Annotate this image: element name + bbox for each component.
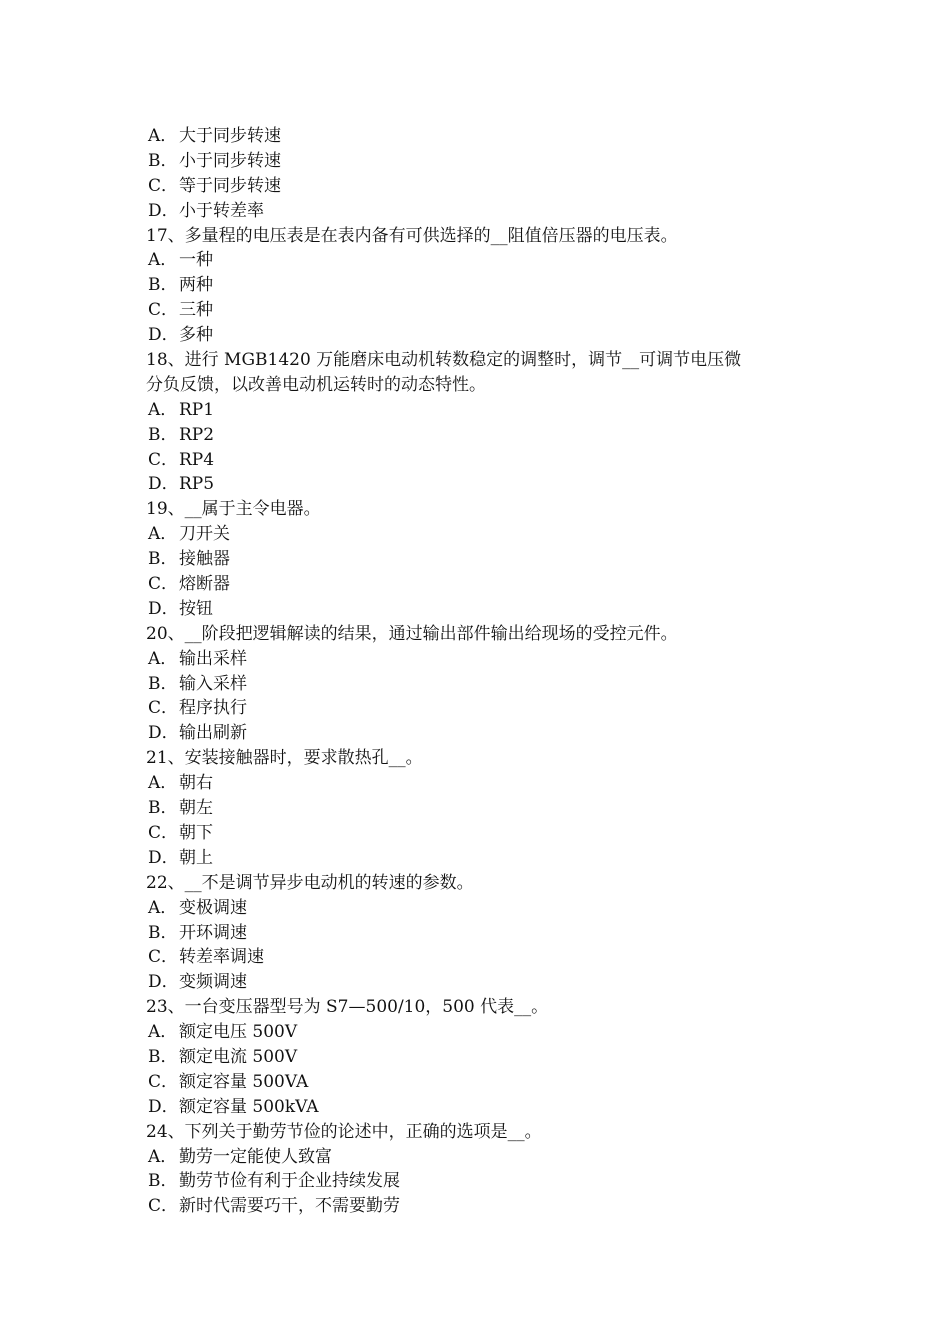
option-text: 多种 [179,325,213,346]
option-text: 朝上 [179,847,213,868]
option-text: 小于转差率 [179,200,264,221]
answer-option [0,821,950,846]
option-text: 输入采样 [179,673,247,694]
option-text: RP4 [179,449,215,470]
answer-option [0,597,950,622]
answer-option [0,647,950,672]
answer-option [0,846,950,871]
question-text: 22、__不是调节异步电动机的转速的参数。 [146,872,474,893]
option-letter: D． [148,598,179,619]
answer-option [0,896,950,921]
question-text: 17、多量程的电压表是在表内备有可供选择的__阻值倍压器的电压表。 [146,225,678,246]
option-text: 输出刷新 [179,723,247,744]
option-letter: D． [148,325,179,346]
question-text: 24、下列关于勤劳节俭的论述中，正确的选项是__。 [146,1121,542,1142]
option-letter: B． [148,798,178,819]
answer-option [0,273,950,298]
option-letter: A． [148,126,178,146]
option-text: 小于同步转速 [179,150,281,171]
option-text: 新时代需要巧干，不需要勤劳 [179,1196,400,1217]
option-letter: C． [148,698,179,719]
answer-option [0,323,950,348]
answer-option [0,1145,950,1170]
answer-option [0,572,950,597]
option-letter: A． [148,399,178,420]
answer-option [0,1070,950,1095]
exam-content [0,124,950,1219]
option-letter: B． [148,673,178,694]
answer-option [0,696,950,721]
answer-option [0,472,950,497]
option-text: 额定容量 500kVA [179,1096,319,1117]
question-text: 23、一台变压器型号为 S7—500/10，500 代表__。 [146,997,549,1018]
option-text: 按钮 [179,598,213,619]
option-text: 额定电流 500V [179,1046,298,1067]
option-text: 朝下 [179,822,213,843]
option-letter: C． [148,175,179,196]
answer-option [0,771,950,796]
answer-option [0,124,950,149]
answer-option [0,248,950,273]
option-text: 一种 [179,250,213,271]
answer-option [0,672,950,697]
option-text: 程序执行 [179,698,247,719]
option-letter: D． [148,1096,179,1117]
answer-option [0,1045,950,1070]
answer-option [0,298,950,323]
option-text: 等于同步转速 [179,175,281,196]
option-text: RP5 [179,474,215,495]
answer-option [0,970,950,995]
option-text: 朝右 [179,773,213,794]
answer-option [0,199,950,224]
option-text: 勤劳节俭有利于企业持续发展 [179,1171,400,1192]
option-letter: A． [148,1146,178,1167]
option-letter: A． [148,250,178,271]
answer-option [0,1095,950,1120]
option-text: 两种 [179,275,213,296]
option-text: 大于同步转速 [179,126,281,146]
answer-option [0,522,950,547]
option-text: 勤劳一定能使人致富 [179,1146,332,1167]
answer-option [0,423,950,448]
question-text: 19、__属于主令电器。 [146,499,321,520]
option-text: 刀开关 [179,524,230,545]
option-letter: C． [148,947,179,968]
option-letter: B． [148,150,178,171]
option-text: 熔断器 [179,574,230,595]
option-text: RP1 [179,399,215,420]
option-letter: C． [148,1196,179,1217]
answer-option [0,398,950,423]
option-letter: D． [148,847,179,868]
option-text: 开环调速 [179,922,247,943]
answer-option [0,945,950,970]
option-text: 变频调速 [179,972,247,993]
option-letter: D． [148,972,179,993]
option-text: 朝左 [179,798,213,819]
option-text: 三种 [179,300,213,321]
option-letter: A． [148,524,178,545]
option-letter: B． [148,275,178,296]
answer-option [0,921,950,946]
option-text: 输出采样 [179,648,247,669]
answer-option [0,721,950,746]
option-letter: D． [148,474,179,495]
option-text: 接触器 [179,549,230,570]
option-letter: B． [148,922,178,943]
answer-option [0,448,950,473]
option-text: 额定电压 500V [179,1022,298,1043]
answer-option [0,547,950,572]
option-letter: C． [148,574,179,595]
option-letter: C． [148,1071,179,1092]
option-letter: B． [148,1046,178,1067]
question-text: 18、进行 MGB1420 万能磨床电动机转数稳定的调整时，调节__可调节电压微 [146,350,742,371]
option-text: 变极调速 [179,897,247,918]
question-text: 21、安装接触器时，要求散热孔__。 [146,748,423,769]
answer-option [0,174,950,199]
option-text: 转差率调速 [179,947,264,968]
option-letter: B． [148,424,178,445]
answer-option [0,149,950,174]
option-letter: C． [148,449,179,470]
answer-option [0,796,950,821]
option-letter: C． [148,300,179,321]
option-letter: D． [148,723,179,744]
question-text: 分负反馈，以改善电动机运转时的动态特性。 [146,374,486,395]
option-text: 额定容量 500VA [179,1071,309,1092]
answer-option [0,1020,950,1045]
option-letter: A． [148,648,178,669]
option-letter: D． [148,200,179,221]
option-letter: A． [148,1022,178,1043]
answer-option [0,1194,950,1219]
option-letter: B． [148,549,178,570]
option-letter: A． [148,897,178,918]
question-text: 20、__阶段把逻辑解读的结果，通过输出部件输出给现场的受控元件。 [146,623,678,644]
option-text: RP2 [179,424,215,445]
option-letter: C． [148,822,179,843]
option-letter: B． [148,1171,178,1192]
option-letter: A． [148,773,178,794]
answer-option [0,1169,950,1194]
